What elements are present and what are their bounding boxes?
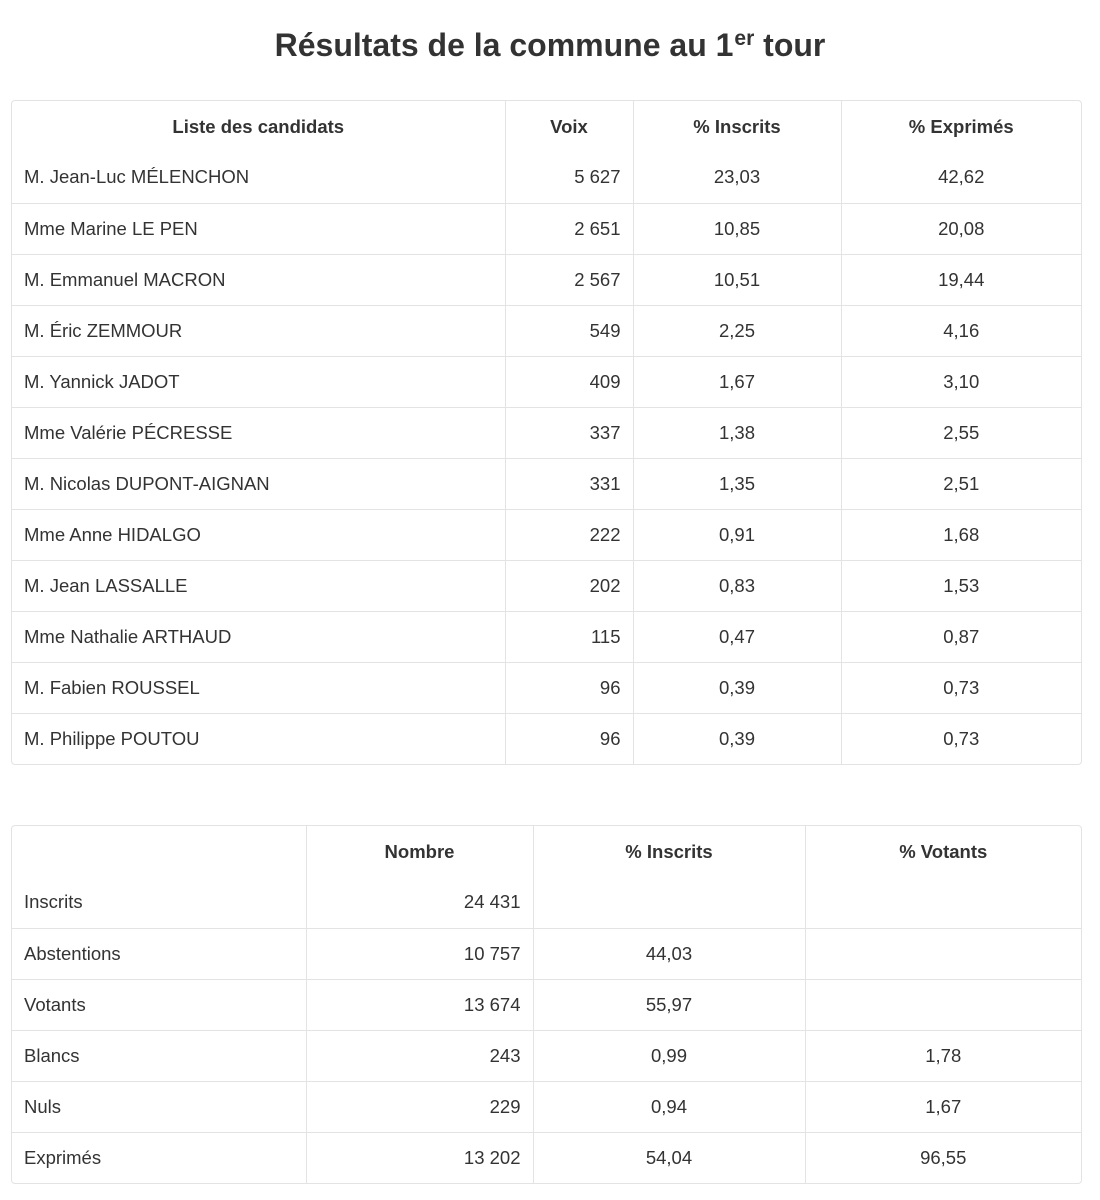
candidate-pct-registered: 10,85 xyxy=(633,203,841,254)
candidate-row xyxy=(12,458,1081,509)
candidate-name: M. Philippe POUTOU xyxy=(12,713,505,764)
candidate-pct-expressed: 20,08 xyxy=(841,203,1081,254)
candidate-pct-expressed: 3,10 xyxy=(841,356,1081,407)
participation-count: 229 xyxy=(306,1081,533,1132)
header-empty xyxy=(12,826,306,877)
candidate-pct-registered: 0,91 xyxy=(633,509,841,560)
candidates-table-container xyxy=(11,100,1082,765)
candidate-name: Mme Anne HIDALGO xyxy=(12,509,505,560)
participation-pct-voters xyxy=(805,877,1081,928)
participation-row xyxy=(12,979,1081,1030)
participation-pct-voters xyxy=(805,979,1081,1030)
header-pct-voters: % Votants xyxy=(805,826,1081,877)
candidate-pct-registered: 1,35 xyxy=(633,458,841,509)
candidate-pct-registered: 1,38 xyxy=(633,407,841,458)
header-count: Nombre xyxy=(306,826,533,877)
candidate-row xyxy=(12,152,1081,203)
candidate-pct-registered: 0,39 xyxy=(633,662,841,713)
page-title-text: Résultats de la commune au 1 xyxy=(274,27,734,63)
header-pct-registered: % Inscrits xyxy=(633,101,841,152)
participation-label: Inscrits xyxy=(24,891,83,913)
candidate-votes: 115 xyxy=(505,611,633,662)
candidate-row xyxy=(12,254,1081,305)
candidate-name: Mme Nathalie ARTHAUD xyxy=(12,611,505,662)
candidate-votes: 96 xyxy=(505,662,633,713)
header-pct-registered: % Inscrits xyxy=(533,826,805,877)
participation-table-body xyxy=(12,877,1081,1183)
participation-count: 10 757 xyxy=(306,928,533,979)
participation-label: Abstentions xyxy=(12,928,306,979)
participation-pct-registered: 54,04 xyxy=(533,1132,805,1183)
participation-count: 243 xyxy=(306,1030,533,1081)
candidate-pct-registered: 2,25 xyxy=(633,305,841,356)
candidate-votes: 337 xyxy=(505,407,633,458)
candidate-votes: 549 xyxy=(505,305,633,356)
participation-pct-registered: 0,94 xyxy=(533,1081,805,1132)
participation-table-container xyxy=(11,825,1082,1184)
candidate-pct-expressed: 2,51 xyxy=(841,458,1081,509)
candidate-row xyxy=(12,407,1081,458)
candidate-votes: 202 xyxy=(505,560,633,611)
candidate-pct-expressed: 0,87 xyxy=(841,611,1081,662)
page-title-suffix: tour xyxy=(754,27,826,63)
candidate-name: Mme Marine LE PEN xyxy=(12,203,505,254)
candidate-row xyxy=(12,713,1081,764)
candidate-name: M. Yannick JADOT xyxy=(12,356,505,407)
candidate-row xyxy=(12,356,1081,407)
candidate-name: M. Fabien ROUSSEL xyxy=(12,662,505,713)
participation-row xyxy=(12,1030,1081,1081)
participation-row xyxy=(12,877,1081,928)
participation-pct-registered: 44,03 xyxy=(533,928,805,979)
participation-table xyxy=(12,826,1081,1183)
candidate-pct-registered: 0,47 xyxy=(633,611,841,662)
participation-row xyxy=(12,1132,1081,1183)
candidate-pct-registered: 0,83 xyxy=(633,560,841,611)
header-votes: Voix xyxy=(505,101,633,152)
participation-label: Nuls xyxy=(12,1081,306,1132)
participation-pct-voters: 1,67 xyxy=(805,1081,1081,1132)
participation-row xyxy=(12,928,1081,979)
candidate-pct-expressed: 0,73 xyxy=(841,713,1081,764)
candidate-row xyxy=(12,560,1081,611)
participation-count: 24 431 xyxy=(306,877,533,928)
candidate-votes: 5 627 xyxy=(505,152,633,203)
candidate-pct-expressed: 42,62 xyxy=(841,152,1081,203)
participation-label: Votants xyxy=(12,979,306,1030)
candidates-table xyxy=(12,101,1081,764)
candidate-name: M. Jean-Luc MÉLENCHON xyxy=(24,166,250,188)
candidate-pct-expressed: 4,16 xyxy=(841,305,1081,356)
candidates-table-body xyxy=(12,152,1081,764)
candidate-pct-expressed: 1,68 xyxy=(841,509,1081,560)
candidate-pct-expressed: 19,44 xyxy=(841,254,1081,305)
participation-header-row xyxy=(12,826,1081,877)
participation-pct-voters xyxy=(805,928,1081,979)
candidate-name: Mme Valérie PÉCRESSE xyxy=(12,407,505,458)
participation-pct-registered: 0,99 xyxy=(533,1030,805,1081)
candidate-votes: 2 651 xyxy=(505,203,633,254)
candidate-votes: 96 xyxy=(505,713,633,764)
page-title-superscript: er xyxy=(734,27,755,50)
candidate-pct-expressed: 1,53 xyxy=(841,560,1081,611)
participation-pct-voters: 96,55 xyxy=(805,1132,1081,1183)
candidate-votes: 409 xyxy=(505,356,633,407)
participation-pct-registered: 55,97 xyxy=(533,979,805,1030)
candidate-row xyxy=(12,611,1081,662)
header-candidates-list: Liste des candidats xyxy=(172,115,345,137)
participation-pct-registered xyxy=(533,877,805,928)
participation-pct-voters: 1,78 xyxy=(805,1030,1081,1081)
candidate-name: M. Jean LASSALLE xyxy=(12,560,505,611)
participation-label: Blancs xyxy=(12,1030,306,1081)
candidate-pct-expressed: 0,73 xyxy=(841,662,1081,713)
candidate-votes: 2 567 xyxy=(505,254,633,305)
candidates-header-row xyxy=(12,101,1081,152)
candidate-pct-registered: 10,51 xyxy=(633,254,841,305)
header-pct-expressed: % Exprimés xyxy=(841,101,1081,152)
participation-row xyxy=(12,1081,1081,1132)
participation-count: 13 674 xyxy=(306,979,533,1030)
candidate-votes: 222 xyxy=(505,509,633,560)
candidate-row xyxy=(12,662,1081,713)
candidate-row xyxy=(12,203,1081,254)
participation-count: 13 202 xyxy=(306,1132,533,1183)
participation-label: Exprimés xyxy=(12,1132,306,1183)
candidate-pct-registered: 23,03 xyxy=(633,152,841,203)
candidate-name: M. Nicolas DUPONT-AIGNAN xyxy=(12,458,505,509)
candidate-name: M. Éric ZEMMOUR xyxy=(12,305,505,356)
candidate-row xyxy=(12,509,1081,560)
candidate-name: M. Emmanuel MACRON xyxy=(12,254,505,305)
candidate-votes: 331 xyxy=(505,458,633,509)
candidate-pct-registered: 0,39 xyxy=(633,713,841,764)
candidate-row xyxy=(12,305,1081,356)
candidate-pct-expressed: 2,55 xyxy=(841,407,1081,458)
page-title xyxy=(0,22,1100,68)
candidate-pct-registered: 1,67 xyxy=(633,356,841,407)
